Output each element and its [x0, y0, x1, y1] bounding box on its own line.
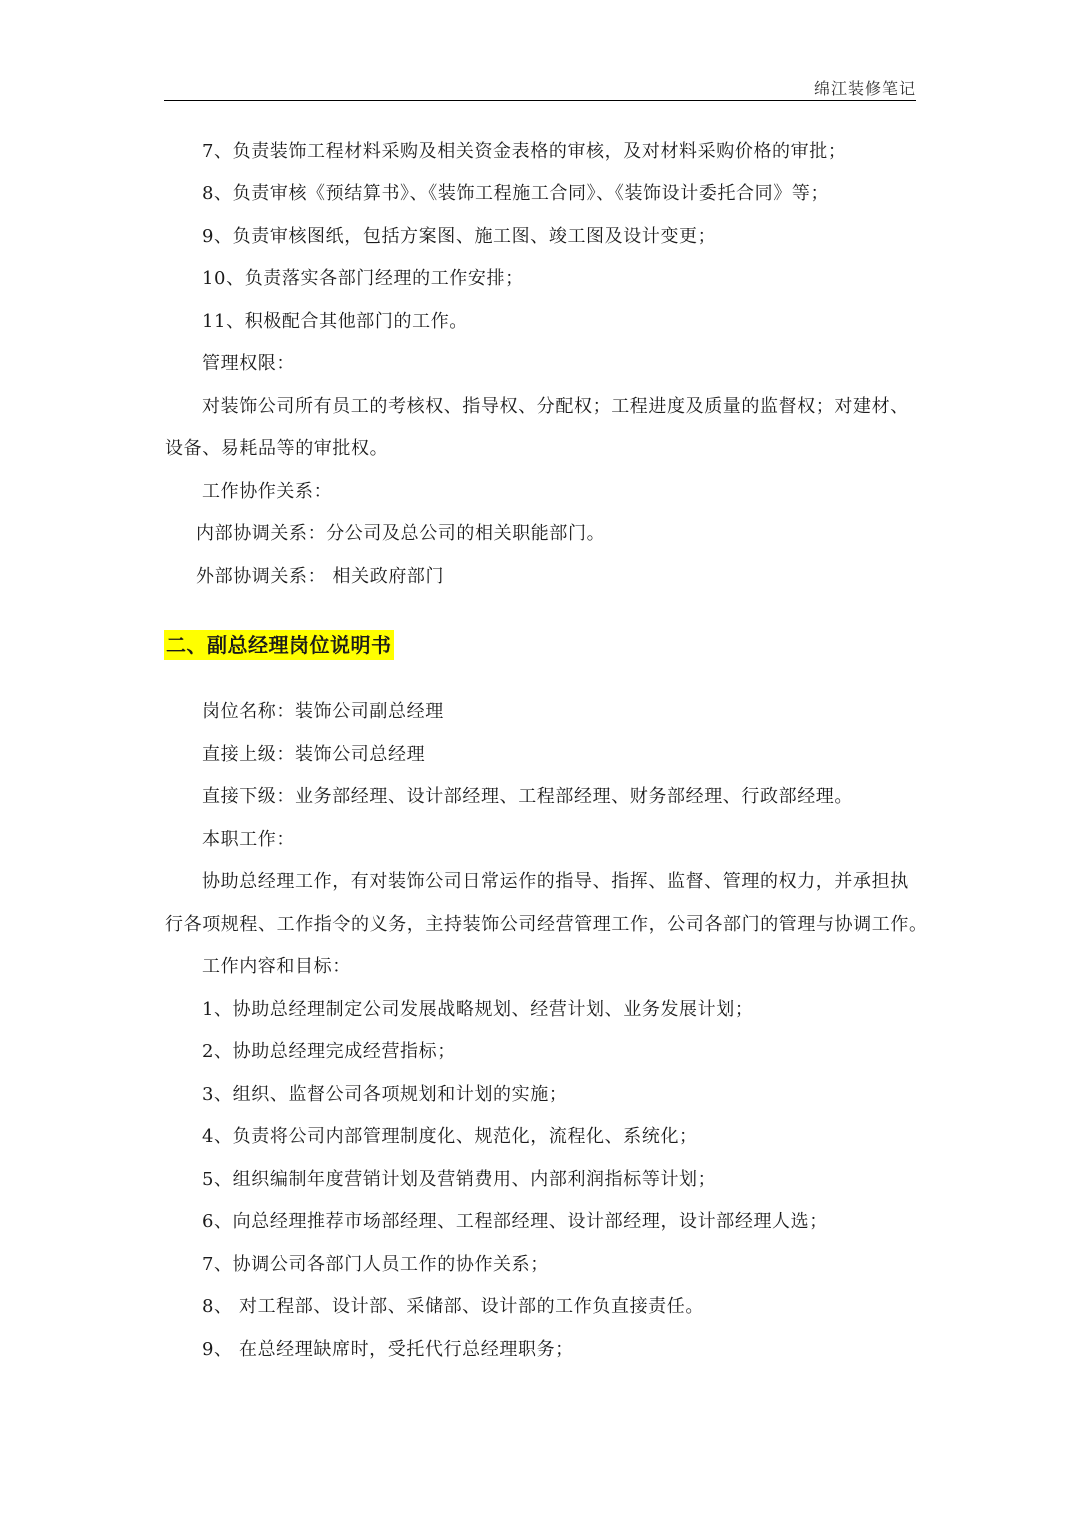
duty-item: 9、负责审核图纸，包括方案图、施工图、竣工图及设计变更； [202, 226, 717, 247]
duty-item: 11、积极配合其他部门的工作。 [202, 311, 468, 332]
goal-item: 3、组织、监督公司各项规划和计划的实施； [202, 1084, 568, 1105]
direct-subordinates: 直接下级：业务部经理、设计部经理、工程部经理、财务部经理、行政部经理。 [202, 786, 853, 807]
goal-item: 8、 对工程部、设计部、采储部、设计部的工作负直接责任。 [202, 1296, 704, 1317]
authority-label: 管理权限： [202, 353, 295, 374]
header-title: 绵江装修笔记 [813, 79, 916, 98]
job-label: 本职工作： [202, 829, 295, 850]
duty-item: 8、负责审核《预结算书》、《装饰工程施工合同》、《装饰设计委托合同》等； [202, 183, 830, 204]
goal-item: 6、向总经理推荐市场部经理、工程部经理、设计部经理，设计部经理人选； [202, 1211, 828, 1232]
job-description: 行各项规程、工作指令的义务，主持装饰公司经营管理工作，公司各部门的管理与协调工作。 [165, 914, 928, 935]
position-name: 岗位名称：装饰公司副总经理 [202, 701, 444, 722]
header-divider [164, 100, 916, 101]
authority-text: 设备、易耗品等的审批权。 [165, 438, 389, 459]
external-relations: 外部协调关系： 相关政府部门 [196, 566, 445, 587]
goal-item: 4、负责将公司内部管理制度化、规范化，流程化、系统化； [202, 1126, 698, 1147]
goal-item: 9、 在总经理缺席时，受托代行总经理职务； [202, 1339, 574, 1360]
goal-item: 1、协助总经理制定公司发展战略规划、经营计划、业务发展计划； [202, 999, 754, 1020]
goal-item: 5、组织编制年度营销计划及营销费用、内部利润指标等计划； [202, 1169, 717, 1190]
goal-item: 7、协调公司各部门人员工作的协作关系； [202, 1254, 549, 1275]
authority-text: 对装饰公司所有员工的考核权、指导权、分配权；工程进度及质量的监督权；对建材、 [202, 396, 909, 417]
goals-label: 工作内容和目标： [202, 956, 351, 977]
job-description: 协助总经理工作，有对装饰公司日常运作的指导、指挥、监督、管理的权力，并承担执 [202, 871, 909, 892]
relations-label: 工作协作关系： [202, 481, 333, 502]
duty-item: 7、负责装饰工程材料采购及相关资金表格的审核，及对材料采购价格的审批； [202, 141, 847, 162]
direct-superior: 直接上级：装饰公司总经理 [202, 744, 426, 765]
goal-item: 2、协助总经理完成经营指标； [202, 1041, 456, 1062]
duty-item: 10、负责落实各部门经理的工作安排； [202, 268, 524, 289]
internal-relations: 内部协调关系：分公司及总公司的相关职能部门。 [196, 523, 606, 544]
section-heading: 二、副总经理岗位说明书 [164, 630, 394, 660]
